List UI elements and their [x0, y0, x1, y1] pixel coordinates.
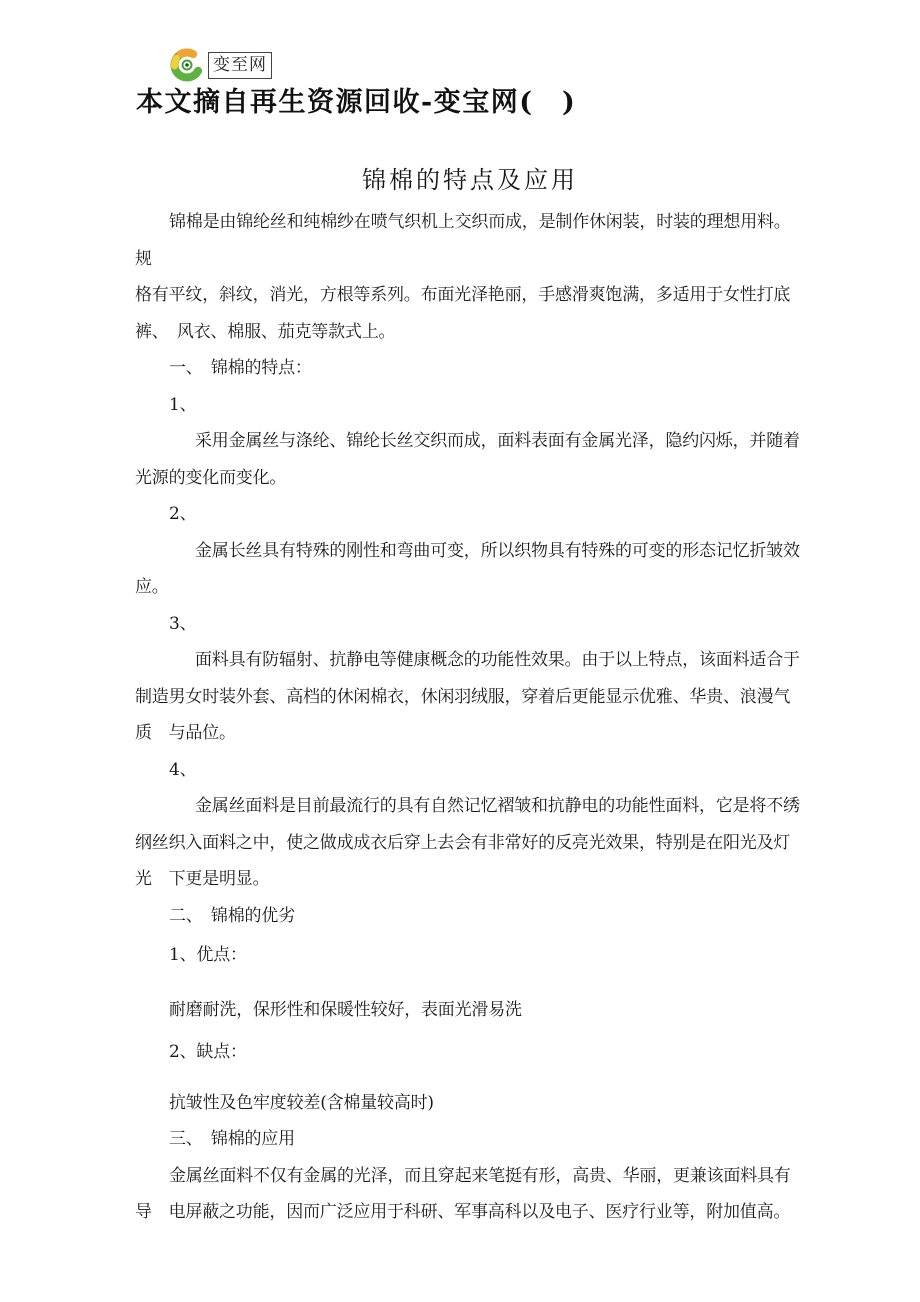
source-heading: 本文摘自再生资源回收-变宝网( ) — [136, 87, 577, 118]
document-line: 导 电屏蔽之功能，因而广泛应用于科研、军事高科以及电子、医疗行业等，附加值高。 — [135, 1202, 791, 1222]
document-line: 采用金属丝与涤纶、锦纶长丝交织而成，面料表面有金属光泽，隐约闪烁，并随着 — [195, 431, 800, 451]
document-line: 格有平纹，斜纹，消光，方根等系列。布面光泽艳丽，手感滑爽饱满，多适用于女性打底 — [135, 285, 791, 305]
document-line: 耐磨耐洗，保形性和保暖性较好，表面光滑易洗 — [169, 999, 522, 1020]
document-line: 质 与品位。 — [135, 723, 236, 743]
site-logo — [169, 47, 272, 83]
document-line: 纲丝织入面料之中，使之做成成衣后穿上去会有非常好的反亮光效果，特别是在阳光及灯 — [135, 832, 791, 853]
document-line: 2、缺点： — [169, 1042, 247, 1062]
document-line: 光 下更是明显。 — [135, 869, 270, 889]
document-line: 制造男女时装外套、高档的休闲棉衣，休闲羽绒服，穿着后更能显示优雅、华贵、浪漫气 — [135, 686, 791, 707]
recycle-logo-icon — [169, 47, 205, 83]
document-line: 一、 锦棉的特点： — [169, 358, 312, 378]
document-line: 锦棉是由锦纶丝和纯棉纱在喷气织机上交织而成，是制作休闲装，时装的理想用料。 — [169, 212, 791, 232]
document-line: 金属丝面料不仅有金属的光泽，而且穿起来笔挺有形，高贵、华丽，更兼该面料具有 — [169, 1165, 791, 1186]
doc-body — [135, 204, 815, 1231]
document-line: 抗皱性及色牢度较差(含棉量较高时) — [169, 1092, 434, 1113]
document-line: 规 — [135, 248, 152, 269]
document-line: 裤、 风衣、棉服、茄克等款式上。 — [135, 321, 396, 342]
document-line: 2、 — [169, 504, 197, 524]
document-line: 4、 — [169, 759, 197, 780]
document-line: 1、 — [169, 394, 197, 415]
doc-title: 锦棉的特点及应用 — [362, 166, 578, 194]
site-name-badge: 变至网 — [208, 52, 272, 79]
document-line: 光源的变化而变化。 — [135, 467, 287, 488]
document-line: 应。 — [135, 577, 169, 597]
document-line: 金属长丝具有特殊的刚性和弯曲可变，所以织物具有特殊的可变的形态记忆折皱效 — [195, 540, 800, 561]
document-line: 三、 锦棉的应用 — [169, 1129, 295, 1149]
document-line: 面料具有防辐射、抗静电等健康概念的功能性效果。由于以上特点，该面料适合于 — [195, 650, 800, 670]
document-line: 1、优点： — [169, 945, 247, 965]
document-line: 二、 锦棉的优劣 — [169, 905, 295, 926]
document-line: 3、 — [169, 613, 197, 634]
document-line: 金属丝面料是目前最流行的具有自然记忆褶皱和抗静电的功能性面料，它是将不绣 — [195, 796, 800, 816]
